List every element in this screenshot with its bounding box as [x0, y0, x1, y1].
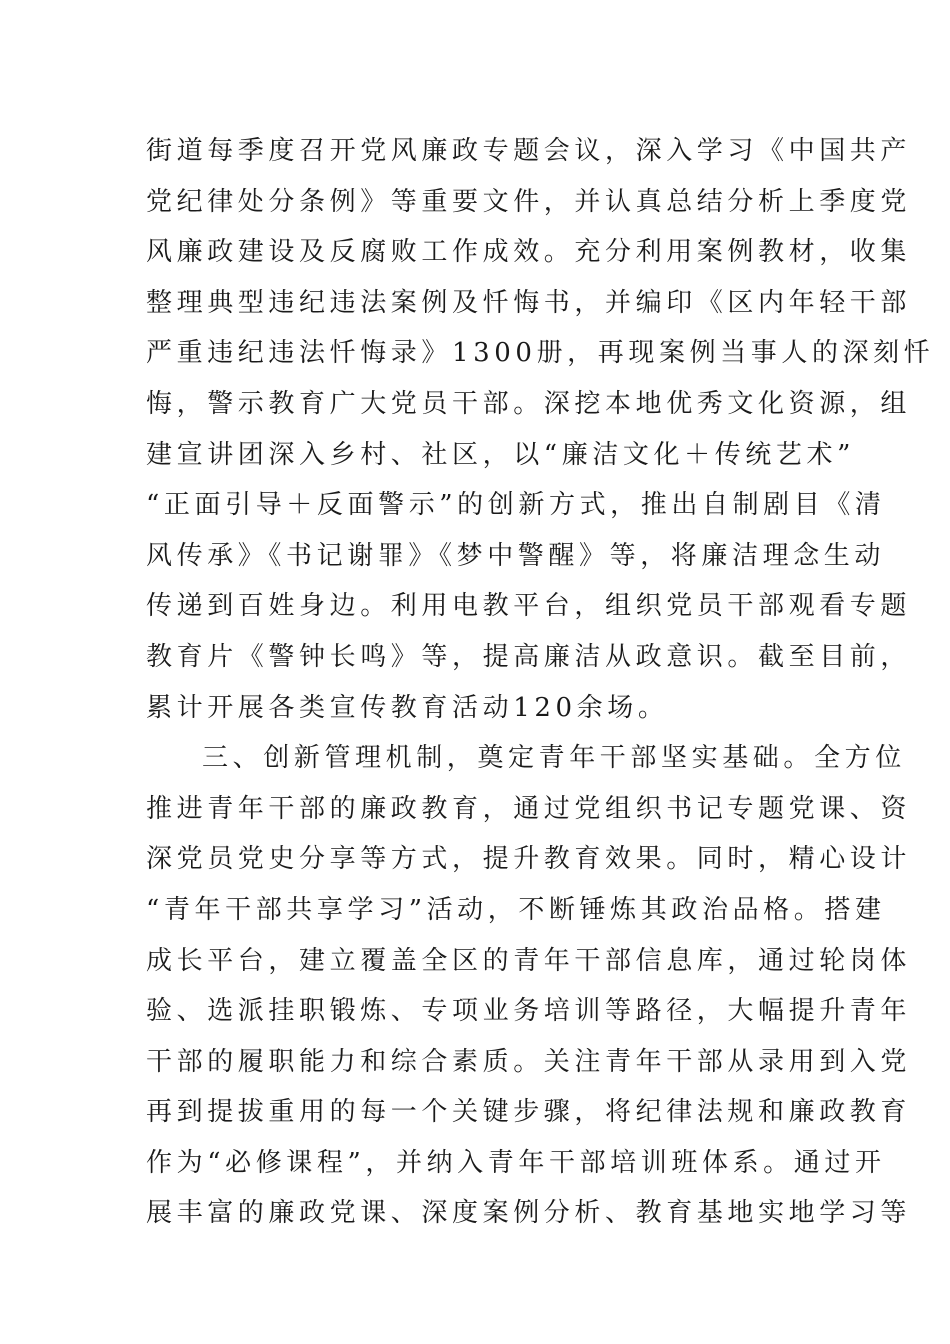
text-line: 风传承》《书记谢罪》《梦中警醒》等，将廉洁理念生动: [146, 540, 886, 571]
text-line: “正面引导＋反面警示”的创新方式，推出自制剧目《清: [146, 490, 886, 521]
section-heading-line: 三、创新管理机制，奠定青年干部坚实基础。全方位: [202, 743, 906, 774]
body-text: [146, 126, 935, 1239]
text-line: 整理典型违纪违法案例及忏悔书，并编印《区内年轻干部: [146, 287, 912, 318]
text-line: 验、选派挂职锻炼、专项业务培训等路径，大幅提升青年: [146, 996, 912, 1027]
text-line: 传递到百姓身边。利用电教平台，组织党员干部观看专题: [146, 591, 912, 622]
text-line: 干部的履职能力和综合素质。关注青年干部从录用到入党: [146, 1046, 912, 1077]
text-line: 再到提拔重用的每一个关键步骤，将纪律法规和廉政教育: [146, 1097, 912, 1128]
text-line: 严重违纪违法忏悔录》1300册，再现案例当事人的深刻忏: [146, 338, 935, 369]
text-line: 教育片《警钟长鸣》等，提高廉洁从政意识。截至目前，: [146, 641, 912, 672]
text-line: 累计开展各类宣传教育活动120余场。: [146, 692, 669, 723]
text-line: 悔，警示教育广大党员干部。深挖本地优秀文化资源，组: [146, 388, 912, 419]
text-line: 风廉政建设及反腐败工作成效。充分利用案例教材，收集: [146, 237, 912, 268]
text-line: 深党员党史分享等方式，提升教育效果。同时，精心设计: [146, 844, 912, 875]
text-line: 街道每季度召开党风廉政专题会议，深入学习《中国共产: [146, 136, 912, 166]
text-line: 推进青年干部的廉政教育，通过党组织书记专题党课、资: [146, 793, 912, 824]
text-line: 展丰富的廉政党课、深度案例分析、教育基地实地学习等: [146, 1198, 912, 1229]
text-line: 成长平台，建立覆盖全区的青年干部信息库，通过轮岗体: [146, 945, 912, 976]
text-line: “青年干部共享学习”活动，不断锤炼其政治品格。搭建: [146, 894, 886, 925]
text-line: 建宣讲团深入乡村、社区，以“廉洁文化＋传统艺术”: [146, 439, 855, 470]
text-line: 作为“必修课程”，并纳入青年干部培训班体系。通过开: [146, 1147, 886, 1178]
text-line: 党纪律处分条例》等重要文件，并认真总结分析上季度党: [146, 186, 912, 217]
